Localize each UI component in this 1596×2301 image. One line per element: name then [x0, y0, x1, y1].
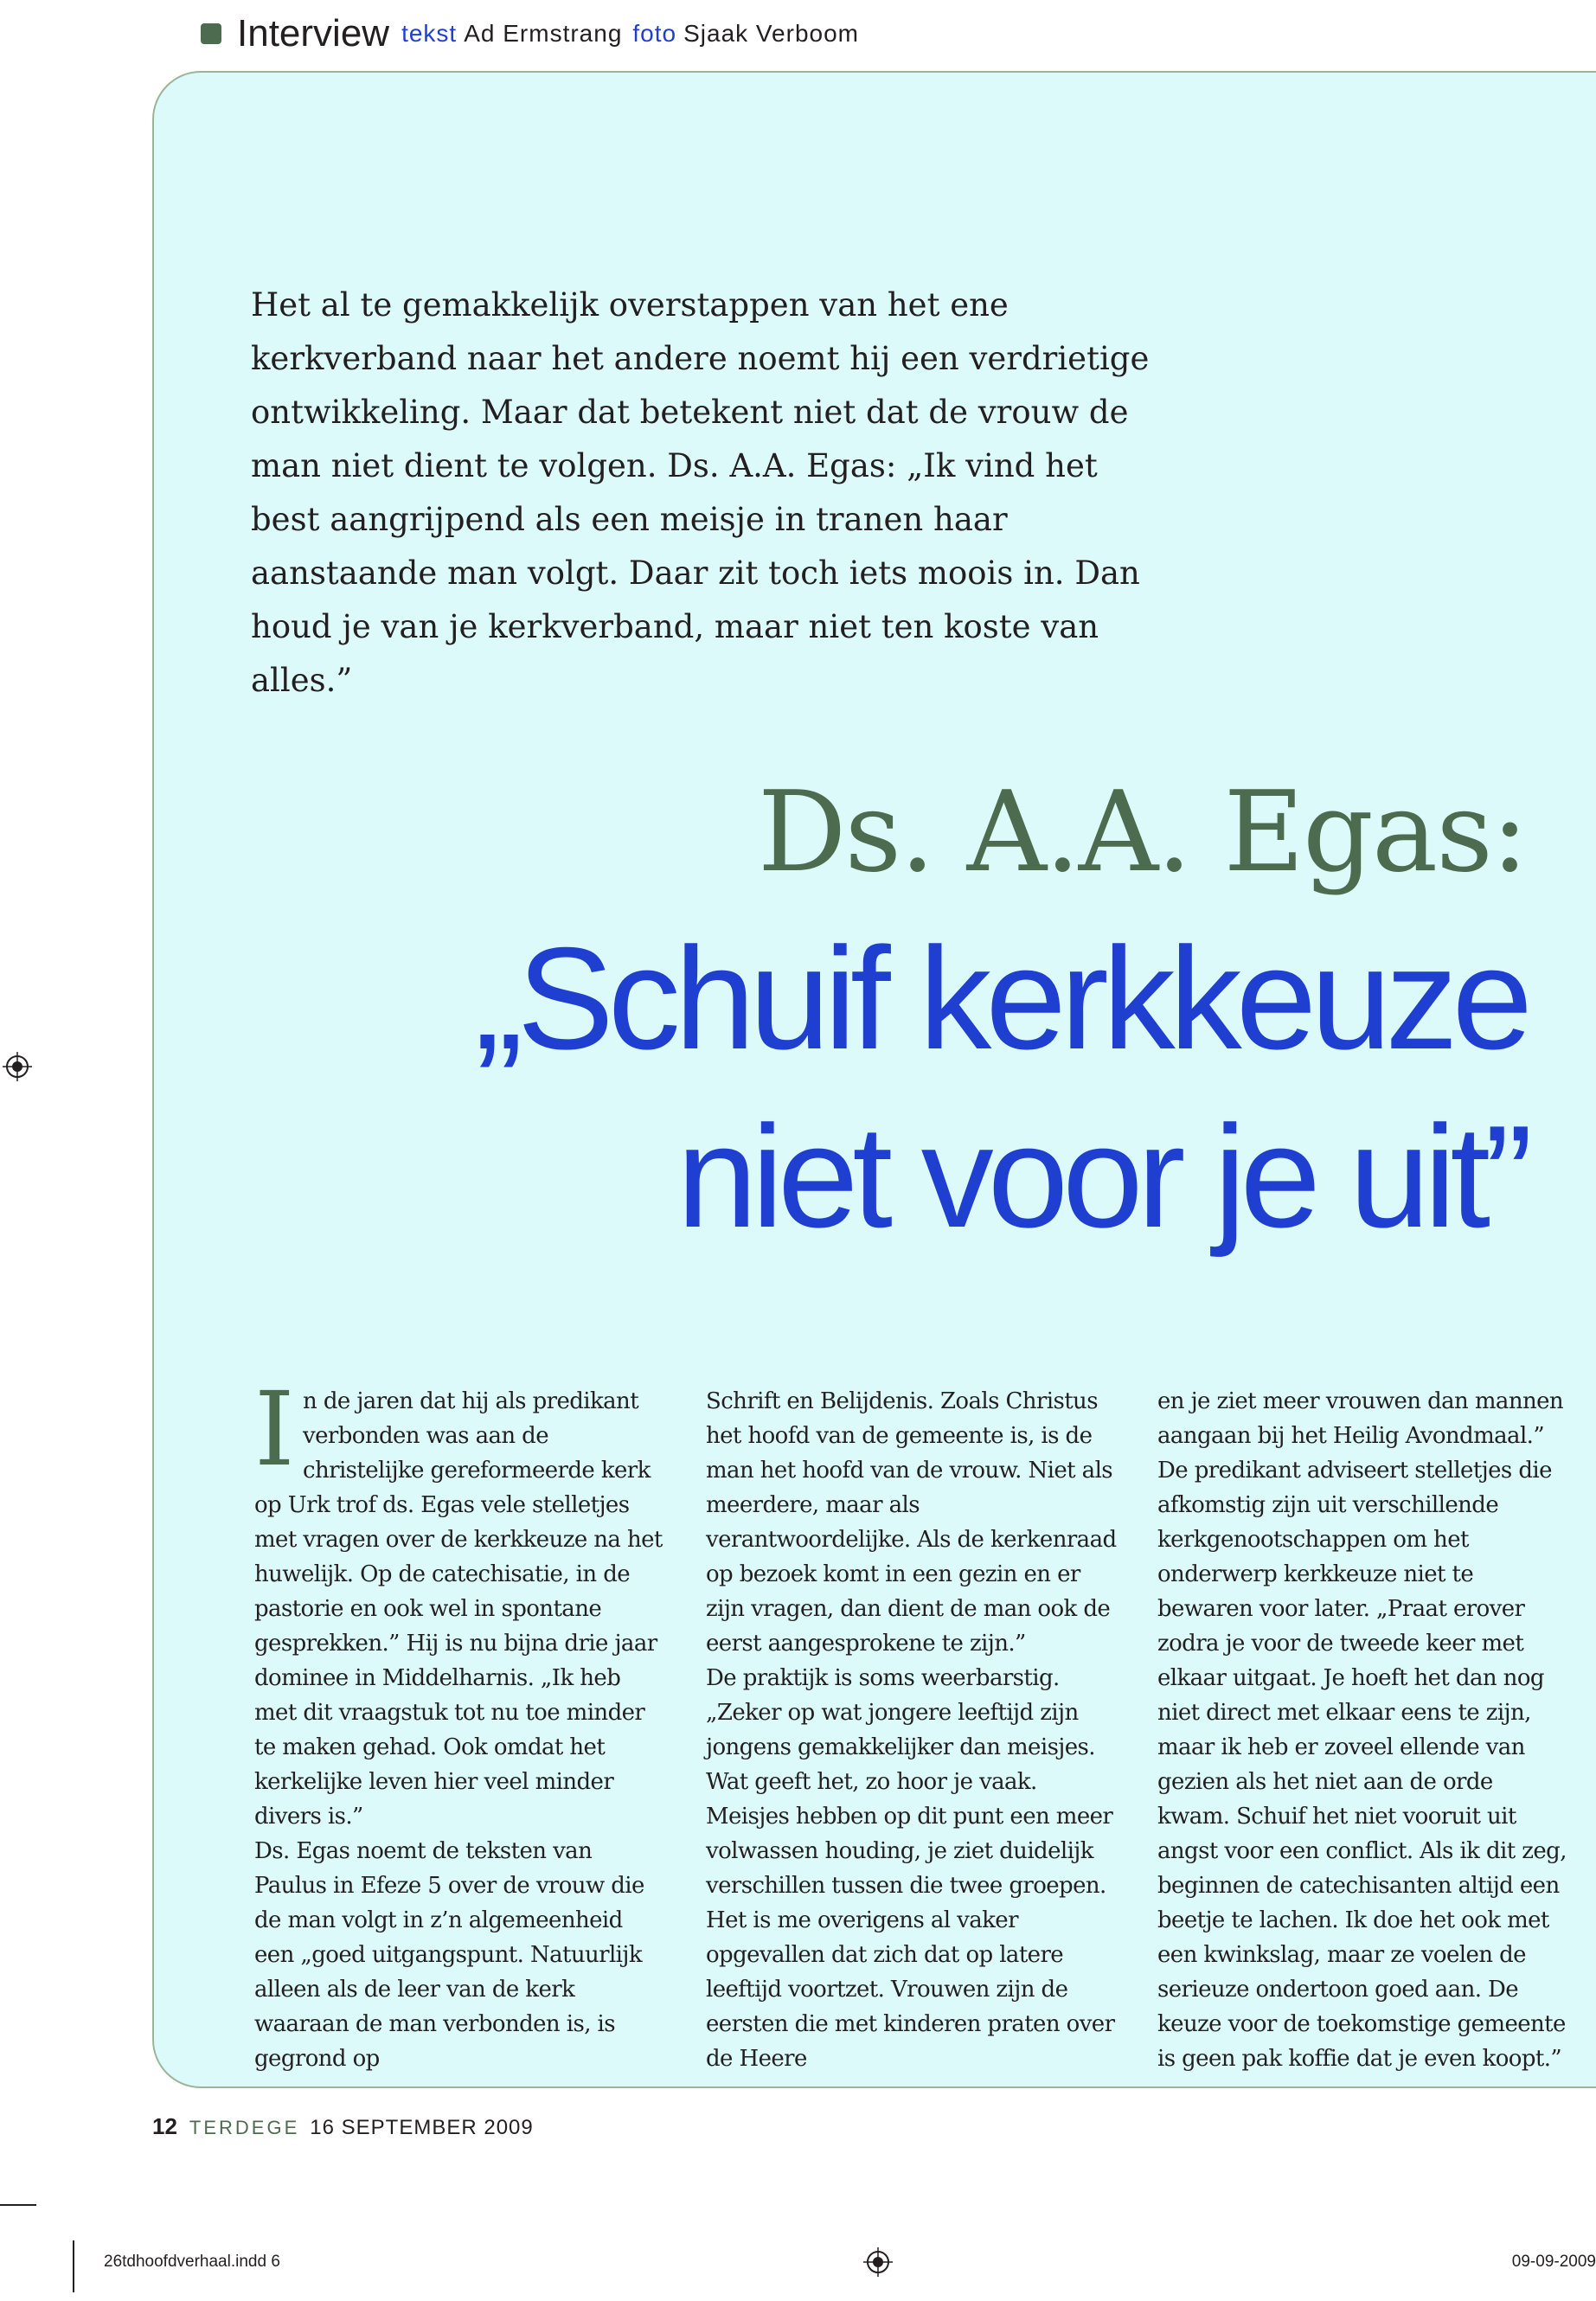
photographer-name: Sjaak Verboom: [683, 20, 859, 47]
headline-speaker: Ds. A.A. Egas:: [757, 768, 1527, 897]
magazine-name: TERDEGE: [189, 2117, 300, 2138]
headline-quote-line-1: „Schuif kerkkeuze: [474, 917, 1527, 1080]
photo-credit-label: foto: [632, 20, 677, 47]
body-text: n de jaren dat hij als predikant verbonden was aan de christelijke gereformeerde kerk op Urk trof ds. Egas vele stelletjes met vragen over de kerkkeuze na het huwelijk. Op de catechisatie, in de pastorie en ook wel in spontane gesprekken.” Hij is nu bijna drie jaar dominee in Middelharnis. „Ik heb met dit vraagstuk tot nu toe minder te maken gehad. Ook omdat het kerkelijke leven hier veel minder divers is.”: [254, 1388, 663, 1830]
body-paragraph: De praktijk is soms weerbarstig. „Zeker op wat jongere leeftijd zijn jongens gemakkelijker dan meisjes. Wat geeft het, zo hoor je vaak. Meisjes hebben op dit punt een meer volwassen houding, je ziet duidelijk verschillen tussen die twee groepen. Het is me overigens al vaker opgevallen dat zich dat op latere leeftijd voortzet. Vrouwen zijn de eersten die met kinderen praten over de Heere: [706, 1665, 1115, 2072]
lead-paragraph: Het al te gemakkelijk overstappen van het ene kerkverband naar het andere noemt hij een verdrietige ontwikkeling. Maar dat betekent niet dat de vrouw de man niet dient te volgen. Ds. A.A. Egas: „Ik vind het best aangrijpend als een meisje in tranen haar aanstaande man volgt. Daar zit toch iets moois in. Dan houd je van je kerkverband, maar niet ten koste van alles.”: [251, 286, 1150, 699]
body-column-3: [1157, 1384, 1571, 2076]
author-name: Ad Ermstrang: [464, 20, 623, 47]
page-footer: [152, 2113, 534, 2140]
body-column-1: [254, 1369, 668, 2076]
headline-quote-line-2: niet voor je uit”: [676, 1095, 1527, 1258]
crop-mark: [73, 2240, 74, 2292]
registration-mark-icon: [863, 2247, 893, 2277]
page-number: 12: [152, 2113, 177, 2139]
body-paragraph: [254, 1369, 668, 1834]
slug-date: 09-09-2009: [1511, 2253, 1596, 2271]
issue-date: 16 SEPTEMBER 2009: [310, 2116, 534, 2139]
registration-mark-icon: [3, 1052, 32, 1081]
crop-mark: [0, 2204, 36, 2206]
section-square-icon: [201, 23, 221, 44]
body-paragraph: en je ziet meer vrouwen dan mannen aangaan bij het Heilig Avondmaal.” De predikant adviseert stelletjes die afkomstig zijn uit verschillende kerkgenootschappen om het onderwerp kerkkeuze niet te bewaren voor later. „Praat erover zodra je voor de tweede keer met elkaar uitgaat. Je hoeft het dan nog niet direct met elkaar eens te zijn, maar ik heb er zoveel ellende van gezien als het niet aan de orde kwam. Schuif het niet vooruit uit angst voor een conflict. Als ik dit zeg, beginnen de catechisanten altijd een beetje te lachen. Ik doe het ook met een kwinkslag, maar ze voelen de serieuze ondertoon goed aan. De keuze voor de toekomstige gemeente is geen pak koffie dat je even koopt.”: [1157, 1388, 1567, 2072]
body-column-2: [706, 1384, 1119, 2076]
article-header: [201, 12, 869, 55]
slug-filename: 26tdhoofdverhaal.indd 6: [104, 2253, 280, 2271]
body-paragraph: Ds. Egas noemt de teksten van Paulus in Efeze 5 over de vrouw die de man volgt in z’n algemeenheid een „goed uitgangspunt. Natuurlijk alleen als de leer van de kerk waaraan de man verbonden is, is gegrond op: [254, 1838, 644, 2072]
text-credit-label: tekst: [401, 20, 458, 47]
body-paragraph: Schrift en Belijdenis. Zoals Christus het hoofd van de gemeente is, is de man het hoofd van de vrouw. Niet als meerdere, maar als verantwoordelijke. Als de kerkenraad op bezoek komt in een gezin en er zijn vragen, dan dient de man ook de eerst aangesprokene te zijn.”: [706, 1388, 1117, 1657]
drop-cap: I: [254, 1369, 295, 1489]
section-label: Interview: [237, 12, 390, 54]
